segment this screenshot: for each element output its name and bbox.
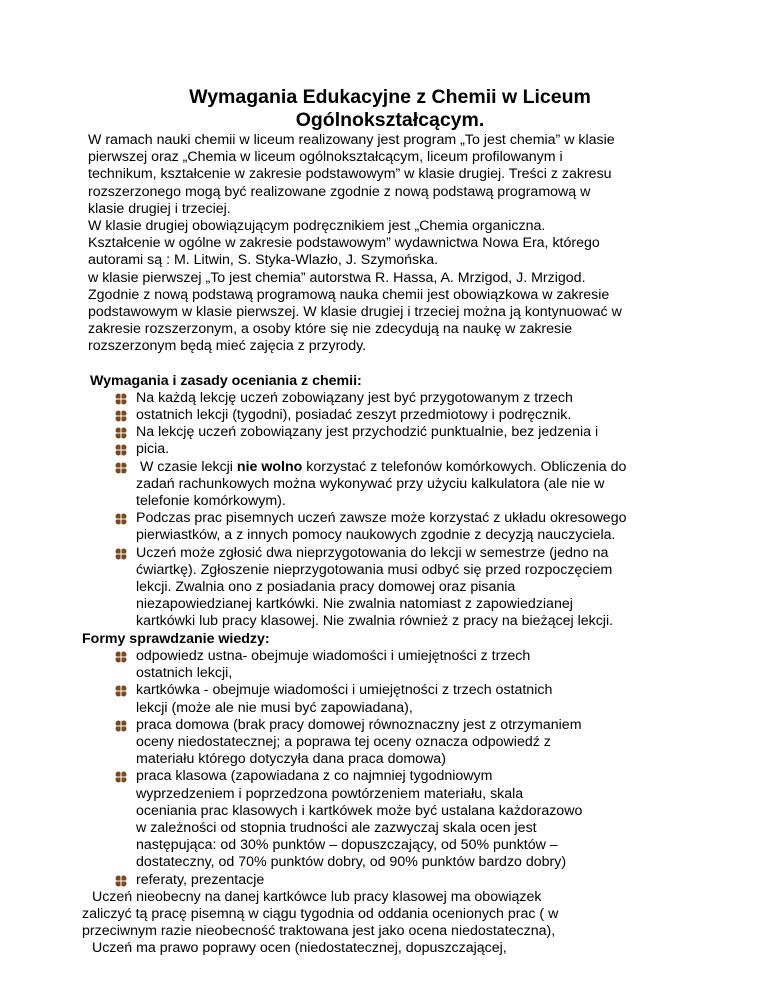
- intro-line: Zgodnie z nową podstawą programową nauka chemii jest obowiązkowa w zakresie: [88, 286, 610, 303]
- intro-line: technikum, kształcenie w zakresie podstawowym” w klasie drugiej. Treści z zakresu: [88, 166, 612, 183]
- list-item: [90, 717, 690, 734]
- list-item-text: praca domowa (brak pracy domowej równoznaczny jest z otrzymaniem: [136, 716, 582, 733]
- clover-bullet-icon: [115, 875, 127, 887]
- list-item-text: W czasie lekcji: [136, 458, 237, 475]
- clover-bullet-icon: [115, 393, 127, 405]
- list-item-continuation: niezapowiedzianej kartkówki. Nie zwalnia natomiast z zapowiedzianej: [136, 596, 573, 613]
- list-item: [90, 424, 690, 441]
- list-item-continuation: w zależności od stopnia trudności ale zazwyczaj skala ocen jest: [136, 819, 537, 836]
- closing-line: zaliczyć tą pracę pisemną w ciągu tygodnia od oddania ocenionych prac ( w: [82, 905, 559, 922]
- list-item-text: picia.: [136, 441, 170, 458]
- list-item-text: Na każdą lekcję uczeń zobowiązany jest być przygotowanym z trzech: [136, 389, 573, 406]
- intro-line: zakresie rozszerzonym, a osoby które się nie zdecydują na naukę w zakresie: [88, 321, 573, 338]
- clover-bullet-icon: [115, 427, 127, 439]
- list-item-continuation: zadań rachunkowych można wykonywać przy użyciu kalkulatora (ale nie w: [136, 475, 605, 492]
- list-item-continuation: ostatnich lekcji,: [136, 665, 233, 682]
- list-item-text: referaty, prezentacje: [136, 871, 265, 888]
- clover-bullet-icon: [115, 651, 127, 663]
- intro-line: W ramach nauki chemii w liceum realizowany jest program „To jest chemia” w klasie: [88, 132, 615, 148]
- closing-line: przeciwnym razie nieobecność traktowana jest jako ocena niedostateczna),: [82, 923, 556, 940]
- list-item-continuation: lekcji (może ale nie musi być zapowiadana),: [136, 699, 413, 716]
- emphasis-text: nie wolno: [236, 458, 303, 475]
- closing-line: Uczeń ma prawo poprawy ocen (niedostatecznej, dopuszczającej,: [88, 940, 507, 957]
- list-item-continuation: ćwiartkę). Zgłoszenie nieprzygotowania musi odbyć się przed rozpoczęciem: [136, 561, 613, 578]
- list-item: [90, 390, 690, 407]
- intro-line: klasie drugiej i trzeciej.: [88, 200, 231, 217]
- list-item-text: ostatnich lekcji (tygodni), posiadać zeszyt przedmiotowy i podręcznik.: [136, 407, 572, 424]
- clover-bullet-icon: [115, 513, 127, 525]
- list-item: [90, 768, 690, 785]
- clover-bullet-icon: [115, 771, 127, 783]
- intro-line: W klasie drugiej obowiązującym podręcznikiem jest „Chemia organiczna.: [88, 218, 546, 235]
- intro-line: w klasie pierwszej „To jest chemia” autorstwa R. Hassa, A. Mrzigod, J. Mrzigod.: [88, 269, 586, 286]
- intro-line: pierwszej oraz „Chemia w liceum ogólnokształcącym, liceum profilowanym i: [88, 149, 563, 166]
- list-item: [90, 459, 690, 476]
- intro-line: podstawowym w klasie pierwszej. W klasie drugiej i trzeciej można ją kontynuować w: [88, 304, 622, 321]
- list-item-continuation: wyprzedzeniem i poprzedzona powtórzeniem materiału, skala: [136, 785, 524, 802]
- rules-section: [90, 373, 690, 631]
- list-item: [90, 441, 690, 458]
- title-line-1: Wymagania Edukacyjne z Chemii w Liceum: [189, 86, 591, 108]
- closing-line: Uczeń nieobecny na danej kartkówce lub pracy klasowej ma obowiązek: [88, 888, 542, 905]
- list-item-continuation: oceny niedostatecznej; a poprawa tej oceny oznacza odpowiedź z: [136, 733, 551, 750]
- clover-bullet-icon: [115, 548, 127, 560]
- list-item-continuation: lekcji. Zwalnia ono z posiadania pracy domowej oraz pisania: [136, 579, 516, 596]
- list-item-continuation: następująca: od 30% punktów – dopuszczający, od 50% punktów –: [136, 837, 558, 854]
- list-item-text: Uczeń może zgłosić dwa nieprzygotowania do lekcji w semestrze (jedno na: [136, 544, 609, 561]
- document-title: [90, 86, 690, 132]
- list-item: [90, 872, 690, 889]
- clover-bullet-icon: [115, 462, 127, 474]
- title-line-2: Ogólnokształcącym.: [295, 109, 485, 131]
- intro-line: rozszerzonym będą mieć zajęcia z przyrody.: [88, 338, 367, 355]
- document-page: [82, 86, 690, 958]
- forms-section: [82, 630, 690, 889]
- intro-paragraph: [88, 132, 690, 356]
- closing-paragraph: [82, 888, 690, 958]
- list-item: [90, 510, 690, 527]
- list-item-continuation: dostateczny, od 70% punktów dobry, od 90% punktów bardzo dobry): [136, 854, 567, 871]
- list-item-continuation: pierwiastków, a z innych pomocy naukowych zgodnie z decyzją nauczyciela.: [136, 527, 616, 544]
- list-item: [90, 545, 690, 562]
- intro-line: Kształcenie w ogólne w zakresie podstawowym” wydawnictwa Nowa Era, którego: [88, 235, 600, 252]
- list-item-text: odpowiedz ustna- obejmuje wiadomości i umiejętności z trzech: [136, 647, 531, 664]
- list-item-text: Podczas prac pisemnych uczeń zawsze może korzystać z układu okresowego: [136, 510, 627, 527]
- list-item-continuation: materiału którego dotyczyła dana praca domowa): [136, 751, 446, 768]
- list-item: [90, 648, 690, 665]
- list-item-text: korzystać z telefonów komórkowych. Obliczenia do: [302, 458, 627, 475]
- clover-bullet-icon: [115, 410, 127, 422]
- list-item-text: Na lekcję uczeń zobowiązany jest przychodzić punktualnie, bez jedzenia i: [136, 424, 599, 441]
- rules-heading: Wymagania i zasady oceniania z chemii:: [90, 372, 362, 389]
- forms-heading: Formy sprawdzanie wiedzy:: [82, 630, 270, 647]
- list-item-text: praca klasowa (zapowiadana z co najmniej tygodniowym: [136, 768, 493, 785]
- intro-line: autorami są : M. Litwin, S. Styka-Wlazło, J. Szymońska.: [88, 252, 439, 269]
- list-item: [90, 682, 690, 699]
- list-item: [90, 407, 690, 424]
- list-item-continuation: telefonie komórkowym).: [136, 493, 286, 510]
- clover-bullet-icon: [115, 720, 127, 732]
- intro-line: rozszerzonego mogą być realizowane zgodnie z nową podstawą programową w: [88, 183, 591, 200]
- clover-bullet-icon: [115, 685, 127, 697]
- list-item-continuation: oceniania prac klasowych i kartkówek może być ustalana każdorazowo: [136, 802, 583, 819]
- list-item-continuation: kartkówki lub pracy klasowej. Nie zwalnia również z pracy na bieżącej lekcji.: [136, 613, 614, 630]
- list-item-text: kartkówka - obejmuje wiadomości i umiejętności z trzech ostatnich: [136, 682, 553, 699]
- clover-bullet-icon: [115, 444, 127, 456]
